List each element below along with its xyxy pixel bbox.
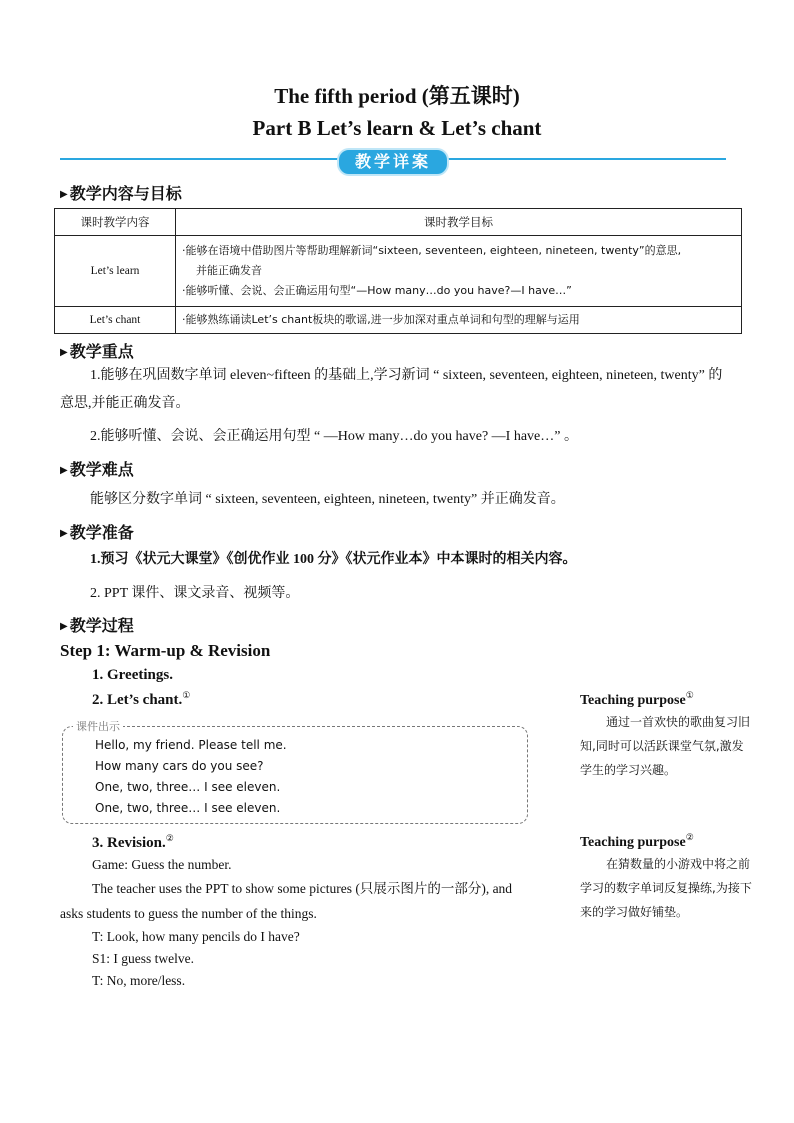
teaching-purpose-1-text: 通过一首欢快的歌曲复习旧知,同时可以活跃课堂气氛,激发学生的学习兴趣。 (580, 715, 751, 777)
courseware-tag: 课件出示 (73, 718, 123, 734)
dialog-line: S1: I guess twelve. (92, 951, 194, 966)
item-greetings: 1. Greetings. (92, 667, 173, 683)
game-line: Game: Guess the number. (92, 857, 232, 872)
footnote-mark: ① (182, 690, 191, 700)
triangle-icon: ▶ (60, 347, 68, 358)
key-point-1: 1.能够在巩固数字单词 eleven~fifteen 的基础上,学习新词 “ sixteen, seventeen, eighteen, nineteen, twenty” 的意思,并能正确发音。 (60, 368, 723, 411)
preparation-1: 1.预习《状元大课堂》《创优作业 100 分》《状元作业本》中本课时的相关内容。 (90, 552, 577, 567)
table-header-goal: 课时教学目标 (176, 209, 742, 236)
courseware-box (62, 720, 528, 824)
footnote-mark: ② (165, 833, 174, 843)
table-cell-goal: ·能够熟练诵读Let’s chant板块的歌谣,进一步加深对重点单词和句型的理解与运用 (176, 307, 742, 334)
triangle-icon: ▶ (60, 621, 68, 632)
page-subtitle: Part B Let’s learn & Let’s chant (252, 116, 542, 140)
teaching-purpose-2-text: 在猜数量的小游戏中将之前学习的数字单词反复操练,为接下来的学习做好铺垫。 (580, 857, 752, 919)
table-cell-content: Let’s learn (55, 236, 176, 307)
heading-preparation: ▶ 教学准备 (60, 523, 134, 542)
item-revision: 3. Revision.② (92, 833, 174, 851)
table-header-content: 课时教学内容 (55, 209, 176, 236)
section-banner (60, 148, 726, 172)
heading-difficulties: ▶ 教学难点 (60, 460, 134, 479)
chant-line: One, two, three… I see eleven. (95, 780, 281, 794)
banner-label: 教学详案 (337, 148, 449, 176)
chant-line: Hello, my friend. Please tell me. (95, 738, 287, 752)
triangle-icon: ▶ (60, 465, 68, 476)
table-cell-content: Let’s chant (55, 307, 176, 334)
key-point-2: 2.能够听懂、会说、会正确运用句型 “ —How many…do you have? —I have…” 。 (90, 429, 578, 444)
footnote-mark: ① (685, 690, 694, 700)
triangle-icon: ▶ (60, 189, 68, 200)
objectives-table (54, 208, 742, 334)
revision-description: The teacher uses the PPT to show some pictures (只展示图片的一部分), and asks students to guess the number of the things. (60, 881, 513, 921)
page-title: The fifth period (第五课时) (274, 84, 520, 108)
dialog-line: T: Look, how many pencils do I have? (92, 929, 300, 944)
table-cell-goal: ·能够在语境中借助图片等帮助理解新词“sixteen, seventeen, eighteen, nineteen, twenty”的意思, 并能正确发音 ·能够听懂、会说、会正确运用句型“—How many…do you have?—I have…” (176, 236, 742, 307)
table-header-row (55, 209, 742, 236)
footnote-mark: ② (685, 832, 694, 842)
teaching-purpose-2-title: Teaching purpose② (580, 832, 694, 850)
table-row (55, 236, 742, 307)
heading-process: ▶ 教学过程 (60, 616, 134, 635)
dialog-line: T: No, more/less. (92, 973, 186, 988)
difficulty-1: 能够区分数字单词 “ sixteen, seventeen, eighteen, nineteen, twenty” 并正确发音。 (90, 492, 565, 507)
table-row (55, 307, 742, 334)
heading-content-goals: ▶ 教学内容与目标 (60, 184, 182, 203)
step-1-title: Step 1: Warm-up & Revision (60, 641, 271, 660)
chant-line: One, two, three… I see eleven. (95, 801, 281, 815)
item-lets-chant: 2. Let’s chant.① (92, 690, 191, 708)
preparation-2: 2. PPT 课件、课文录音、视频等。 (90, 586, 300, 601)
chant-line: How many cars do you see? (95, 759, 264, 773)
heading-key-points: ▶ 教学重点 (60, 342, 134, 361)
triangle-icon: ▶ (60, 528, 68, 539)
teaching-purpose-1-title: Teaching purpose① (580, 690, 694, 708)
